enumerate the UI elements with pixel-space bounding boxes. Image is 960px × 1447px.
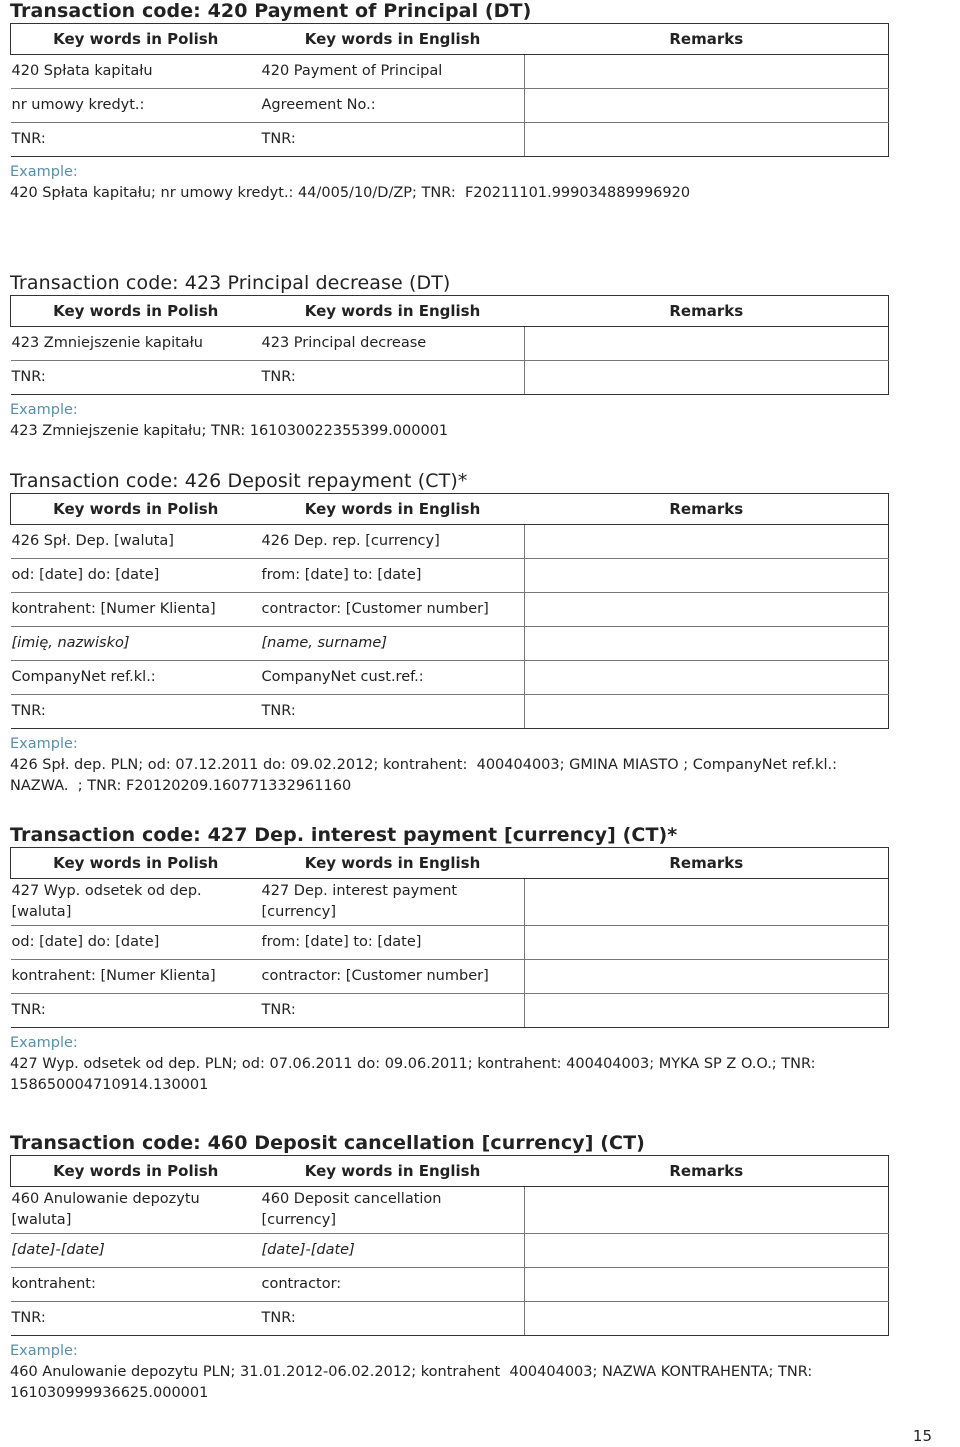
- example-label: Example:: [10, 736, 78, 752]
- cell-polish: 460 Anulowanie depozytu [waluta]: [11, 1187, 261, 1234]
- cell-remarks: [525, 559, 889, 593]
- table-header-row: [11, 848, 889, 879]
- keywords-table: [10, 1155, 889, 1336]
- section-460: [10, 1132, 888, 1404]
- cell-polish: nr umowy kredyt.:: [11, 89, 261, 123]
- cell-english: 423 Principal decrease: [261, 327, 525, 361]
- table-row: [11, 559, 889, 593]
- header-polish: Key words in Polish: [11, 24, 261, 55]
- table-header-row: [11, 296, 889, 327]
- header-english: Key words in English: [261, 296, 525, 327]
- cell-remarks: [525, 1187, 889, 1234]
- example-label: Example:: [10, 1343, 78, 1359]
- cell-polish: [date]-[date]: [11, 1234, 261, 1268]
- header-english: Key words in English: [261, 848, 525, 879]
- cell-polish: kontrahent:: [11, 1268, 261, 1302]
- cell-english: 426 Dep. rep. [currency]: [261, 525, 525, 559]
- header-remarks: Remarks: [525, 1156, 889, 1187]
- cell-remarks: [525, 55, 889, 89]
- cell-polish: TNR:: [11, 994, 261, 1028]
- table-row: [11, 89, 889, 123]
- cell-english: contractor: [Customer number]: [261, 960, 525, 994]
- cell-remarks: [525, 123, 889, 157]
- cell-remarks: [525, 926, 889, 960]
- example-text: 426 Spł. dep. PLN; od: 07.12.2011 do: 09.02.2012; kontrahent: 400404003; GMINA MIASTO ; CompanyNet ref.kl.: NAZWA. ; TNR: F20120209.160771332961160: [10, 757, 837, 794]
- cell-polish: 423 Zmniejszenie kapitału: [11, 327, 261, 361]
- cell-remarks: [525, 1234, 889, 1268]
- example-text: 423 Zmniejszenie kapitału; TNR: 161030022355399.000001: [10, 423, 449, 439]
- table-header-row: [11, 1156, 889, 1187]
- cell-english: TNR:: [261, 994, 525, 1028]
- cell-english: contractor: [Customer number]: [261, 593, 525, 627]
- cell-remarks: [525, 695, 889, 729]
- table-row: [11, 55, 889, 89]
- table-row: [11, 1234, 889, 1268]
- cell-polish: od: [date] do: [date]: [11, 559, 261, 593]
- table-row: [11, 879, 889, 926]
- header-remarks: Remarks: [525, 494, 889, 525]
- cell-polish: TNR:: [11, 695, 261, 729]
- cell-polish: 420 Spłata kapitału: [11, 55, 261, 89]
- cell-remarks: [525, 1302, 889, 1336]
- cell-english: Agreement No.:: [261, 89, 525, 123]
- header-remarks: Remarks: [525, 848, 889, 879]
- table-row: [11, 695, 889, 729]
- cell-polish: kontrahent: [Numer Klienta]: [11, 593, 261, 627]
- cell-english: 460 Deposit cancellation [currency]: [261, 1187, 525, 1234]
- keywords-table: [10, 493, 889, 729]
- section-title: Transaction code: 423 Principal decrease (DT): [10, 272, 451, 294]
- section-426: [10, 470, 888, 797]
- cell-polish: TNR:: [11, 123, 261, 157]
- section-title: Transaction code: 460 Deposit cancellation [currency] (CT): [10, 1132, 645, 1154]
- cell-polish: 427 Wyp. odsetek od dep. [waluta]: [11, 879, 261, 926]
- table-row: [11, 661, 889, 695]
- cell-english: TNR:: [261, 1302, 525, 1336]
- header-english: Key words in English: [261, 494, 525, 525]
- table-row: [11, 1302, 889, 1336]
- cell-polish: od: [date] do: [date]: [11, 926, 261, 960]
- header-english: Key words in English: [261, 24, 525, 55]
- section-423: [10, 272, 888, 442]
- table-row: [11, 1268, 889, 1302]
- example-text: 420 Spłata kapitału; nr umowy kredyt.: 44/005/10/D/ZP; TNR: F20211101.999034889996920: [10, 185, 691, 201]
- keywords-table: [10, 847, 889, 1028]
- section-420: [10, 0, 888, 204]
- cell-english: contractor:: [261, 1268, 525, 1302]
- table-header-row: [11, 24, 889, 55]
- example-text: 460 Anulowanie depozytu PLN; 31.01.2012-06.02.2012; kontrahent 400404003; NAZWA KONTRAHENTA; TNR: 161030999936625.000001: [10, 1364, 813, 1401]
- table-row: [11, 627, 889, 661]
- example-label: Example:: [10, 164, 78, 180]
- cell-remarks: [525, 879, 889, 926]
- header-english: Key words in English: [261, 1156, 525, 1187]
- header-remarks: Remarks: [525, 296, 889, 327]
- table-row: [11, 994, 889, 1028]
- cell-polish: TNR:: [11, 361, 261, 395]
- cell-english: CompanyNet cust.ref.:: [261, 661, 525, 695]
- cell-remarks: [525, 89, 889, 123]
- table-header-row: [11, 494, 889, 525]
- cell-remarks: [525, 525, 889, 559]
- header-polish: Key words in Polish: [11, 296, 261, 327]
- cell-english: TNR:: [261, 123, 525, 157]
- cell-english: [name, surname]: [261, 627, 525, 661]
- table-row: [11, 525, 889, 559]
- cell-polish: [imię, nazwisko]: [11, 627, 261, 661]
- cell-polish: TNR:: [11, 1302, 261, 1336]
- cell-english: [date]-[date]: [261, 1234, 525, 1268]
- cell-polish: 426 Spł. Dep. [waluta]: [11, 525, 261, 559]
- table-row: [11, 327, 889, 361]
- cell-remarks: [525, 661, 889, 695]
- cell-remarks: [525, 627, 889, 661]
- cell-remarks: [525, 361, 889, 395]
- table-row: [11, 593, 889, 627]
- example-label: Example:: [10, 402, 78, 418]
- table-row: [11, 123, 889, 157]
- cell-remarks: [525, 327, 889, 361]
- cell-english: from: [date] to: [date]: [261, 926, 525, 960]
- cell-remarks: [525, 994, 889, 1028]
- cell-remarks: [525, 1268, 889, 1302]
- cell-remarks: [525, 593, 889, 627]
- example-text: 427 Wyp. odsetek od dep. PLN; od: 07.06.2011 do: 09.06.2011; kontrahent: 400404003; MYKA SP Z O.O.; TNR: 158650004710914.130001: [10, 1056, 816, 1093]
- header-remarks: Remarks: [525, 24, 889, 55]
- header-polish: Key words in Polish: [11, 494, 261, 525]
- cell-english: TNR:: [261, 361, 525, 395]
- example-label: Example:: [10, 1035, 78, 1051]
- header-polish: Key words in Polish: [11, 1156, 261, 1187]
- section-427: [10, 824, 888, 1096]
- cell-remarks: [525, 960, 889, 994]
- table-row: [11, 960, 889, 994]
- cell-english: from: [date] to: [date]: [261, 559, 525, 593]
- cell-polish: kontrahent: [Numer Klienta]: [11, 960, 261, 994]
- section-title: Transaction code: 420 Payment of Principal (DT): [10, 0, 532, 22]
- cell-english: 427 Dep. interest payment [currency]: [261, 879, 525, 926]
- table-row: [11, 926, 889, 960]
- section-title: Transaction code: 426 Deposit repayment (CT)*: [10, 470, 468, 492]
- page-number: 15: [912, 1427, 932, 1445]
- cell-english: TNR:: [261, 695, 525, 729]
- keywords-table: [10, 23, 889, 157]
- cell-polish: CompanyNet ref.kl.:: [11, 661, 261, 695]
- section-title: Transaction code: 427 Dep. interest payment [currency] (CT)*: [10, 824, 678, 846]
- header-polish: Key words in Polish: [11, 848, 261, 879]
- table-row: [11, 361, 889, 395]
- table-row: [11, 1187, 889, 1234]
- keywords-table: [10, 295, 889, 395]
- cell-english: 420 Payment of Principal: [261, 55, 525, 89]
